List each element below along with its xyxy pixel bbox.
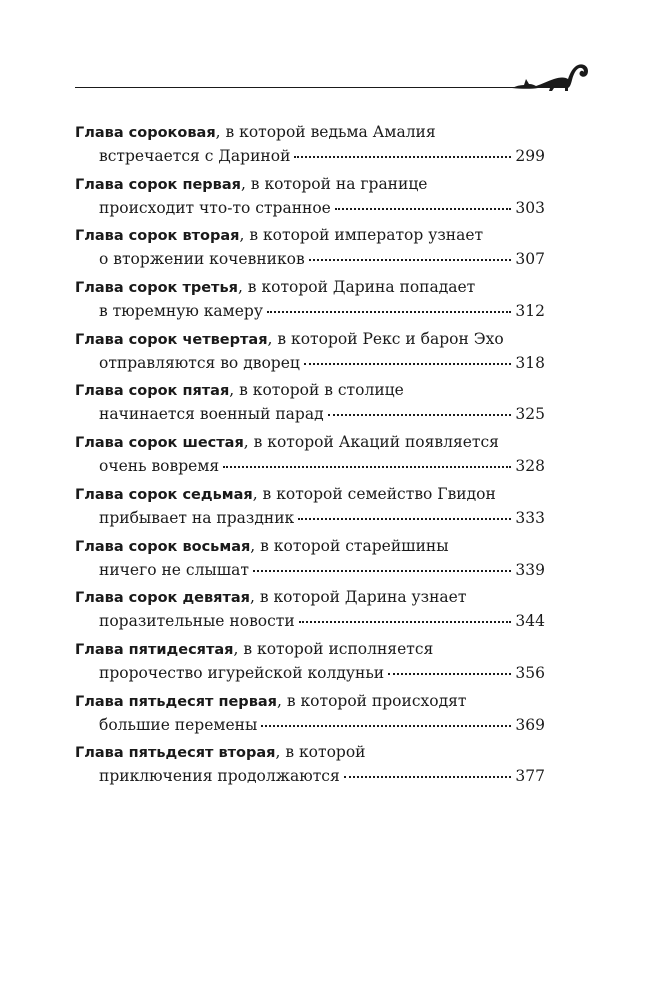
page-number: 325 <box>515 405 545 424</box>
chapter-description-cont: ничего не слышат <box>99 560 249 579</box>
entry-title-line <box>75 482 496 506</box>
header-rule <box>75 87 527 88</box>
chapter-description-cont: в тюремную камеру <box>99 302 263 321</box>
page-number: 333 <box>515 508 545 527</box>
chapter-description: , в которой император узнает <box>239 226 484 245</box>
chapter-description: , в которой на границе <box>240 174 428 193</box>
chapter-description-cont: начинается военный парад <box>99 405 324 424</box>
chapter-description-cont: встречается с Дариной <box>99 147 291 165</box>
chapter-description: , в которой Рекс и барон Эхо <box>267 329 504 348</box>
dot-leader <box>328 414 512 416</box>
dot-leader <box>267 311 511 313</box>
entry-second-line <box>99 764 545 788</box>
chapter-name: Глава пятьдесят вторая <box>75 745 276 762</box>
chapter-description: , в которой ведьма Амалия <box>215 123 436 141</box>
toc-entry[interactable] <box>75 378 545 430</box>
entry-second-line <box>99 299 545 323</box>
chapter-name: Глава сорок седьмая <box>75 486 253 503</box>
chapter-description: , в которой <box>275 743 366 762</box>
entry-title-line <box>75 534 449 558</box>
entry-title-line <box>75 327 504 351</box>
chapter-description-cont: прибывает на праздник <box>99 508 295 527</box>
chapter-description: , в которой Акаций появляется <box>243 433 499 452</box>
chapter-description: , в которой происходят <box>276 691 467 710</box>
chapter-description: , в которой исполняется <box>233 639 434 658</box>
chapter-description-cont: очень вовремя <box>99 457 220 476</box>
chapter-description: , в которой в столице <box>229 381 404 400</box>
entry-title-line <box>75 585 466 609</box>
toc-entry[interactable] <box>75 120 545 172</box>
toc-entry[interactable] <box>75 482 545 534</box>
dot-leader <box>344 776 512 778</box>
chapter-description: , в которой Дарина узнает <box>249 588 467 607</box>
entry-title-line <box>75 172 427 196</box>
chapter-description-cont: о вторжении кочевников <box>99 250 305 269</box>
toc-entry[interactable] <box>75 275 545 327</box>
toc-entry[interactable] <box>75 327 545 379</box>
entry-second-line <box>99 247 545 271</box>
toc-entry[interactable] <box>75 534 545 586</box>
toc-entry[interactable] <box>75 172 545 224</box>
chapter-name: Глава сорок третья <box>75 280 238 297</box>
entry-title-line <box>75 740 366 764</box>
dot-leader <box>309 259 512 261</box>
page-number: 303 <box>515 198 545 217</box>
entry-title-line <box>75 223 483 247</box>
page-number: 299 <box>515 147 545 165</box>
page-number: 339 <box>515 560 545 579</box>
entry-second-line <box>99 558 545 582</box>
chapter-description-cont: приключения продолжаются <box>99 767 340 786</box>
toc-entry[interactable] <box>75 740 545 792</box>
chapter-description: , в которой Дарина попадает <box>237 278 476 297</box>
page-number: 356 <box>515 663 545 682</box>
entry-second-line <box>99 506 545 530</box>
dot-leader <box>294 156 511 158</box>
chapter-description-cont: поразительные новости <box>99 612 295 631</box>
dot-leader <box>223 466 511 468</box>
entry-second-line <box>99 713 545 737</box>
dot-leader <box>261 725 511 727</box>
chapter-description: , в которой семейство Гвидон <box>252 484 496 503</box>
entry-title-line <box>75 275 475 299</box>
page-number: 312 <box>515 302 545 321</box>
chapter-name: Глава сорок восьмая <box>75 538 251 555</box>
toc-entry[interactable] <box>75 430 545 482</box>
chapter-description-cont: происходит что-то странное <box>99 198 331 217</box>
dot-leader <box>253 570 511 572</box>
page-number: 377 <box>515 767 545 786</box>
entry-second-line <box>99 144 545 168</box>
chapter-description: , в которой старейшины <box>250 536 449 555</box>
toc-entry[interactable] <box>75 637 545 689</box>
entry-second-line <box>99 661 545 685</box>
chapter-name: Глава пятидесятая <box>75 641 234 658</box>
page-number: 369 <box>515 715 545 734</box>
chapter-name: Глава сорок пятая <box>75 383 230 400</box>
entry-title-line <box>75 378 404 402</box>
entry-title-line <box>75 637 433 661</box>
page-number: 328 <box>515 457 545 476</box>
page-number: 344 <box>515 612 545 631</box>
chapter-description-cont: большие перемены <box>99 715 258 734</box>
toc-entry[interactable] <box>75 689 545 741</box>
toc-entry[interactable] <box>75 585 545 637</box>
chapter-description-cont: пророчество игурейской колдуньи <box>99 663 385 682</box>
chapter-name: Глава сороковая <box>75 125 216 141</box>
chapter-name: Глава сорок шестая <box>75 435 244 452</box>
dot-leader <box>298 518 511 520</box>
entry-second-line <box>99 609 545 633</box>
chapter-description-cont: отправляются во дворец <box>99 353 300 372</box>
chapter-name: Глава сорок первая <box>75 176 241 193</box>
chapter-name: Глава сорок четвертая <box>75 331 268 348</box>
chapter-name: Глава сорок вторая <box>75 228 240 245</box>
dot-leader <box>299 621 512 623</box>
toc-entry[interactable] <box>75 223 545 275</box>
entry-title-line <box>75 430 499 454</box>
entry-second-line <box>99 351 545 375</box>
cat-icon <box>510 57 590 93</box>
dot-leader <box>335 208 512 210</box>
dot-leader <box>304 363 512 365</box>
table-of-contents <box>75 120 545 792</box>
entry-second-line <box>99 402 545 426</box>
page-number: 307 <box>515 250 545 269</box>
entry-second-line <box>99 196 545 220</box>
chapter-name: Глава пятьдесят первая <box>75 693 277 710</box>
page-number: 318 <box>515 353 545 372</box>
dot-leader <box>388 673 511 675</box>
chapter-name: Глава сорок девятая <box>75 590 250 607</box>
entry-title-line <box>75 120 436 144</box>
entry-second-line <box>99 454 545 478</box>
entry-title-line <box>75 689 466 713</box>
